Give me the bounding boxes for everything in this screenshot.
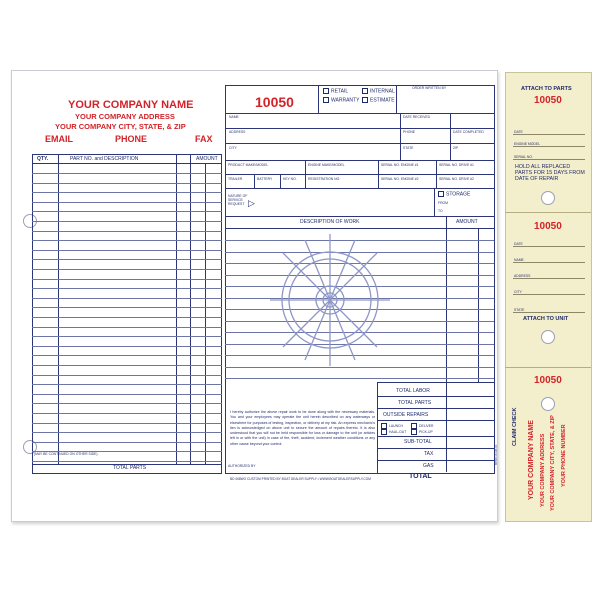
claim-check-label: CLAIM CHECK — [512, 407, 518, 446]
part-description-header: PART NO. and DESCRIPTION — [70, 156, 139, 162]
customer-state-field[interactable]: STATE — [403, 146, 414, 150]
storage-checkbox[interactable]: STORAGE — [438, 191, 470, 197]
parts-row-line — [32, 202, 222, 203]
outside-repairs-label: OUTSIDE REPAIRS — [383, 412, 429, 418]
stub-hole-3 — [541, 397, 555, 411]
serial-engine-2-field[interactable]: SERIAL NO. ENGINE #2 — [381, 177, 419, 181]
total-labor-label: TOTAL LABOR — [396, 388, 430, 394]
tax-label: TAX — [424, 451, 434, 457]
parts-row-line — [32, 173, 222, 174]
company-address: YOUR COMPANY ADDRESS — [75, 112, 175, 121]
stub-hole-1 — [541, 191, 555, 205]
work-amount-header: AMOUNT — [456, 219, 478, 225]
parts-row-line — [32, 394, 222, 395]
pick-up-checkbox[interactable]: PICK-UP — [411, 429, 433, 435]
parts-row-line — [32, 423, 222, 424]
storage-to-field[interactable]: TO — [438, 209, 443, 213]
stub-number-2: 10050 — [534, 221, 562, 232]
parts-row-line — [32, 365, 222, 366]
customer-name-field[interactable]: NAME — [229, 115, 239, 119]
engine-make-model-field[interactable]: ENGINE MAKE/MODEL — [308, 163, 345, 167]
nature-of-service-label: NATURE OF SERVICE REQUEST — [228, 194, 248, 206]
parts-row-line — [32, 327, 222, 328]
hold-parts-note: HOLD ALL REPLACED PARTS FOR 15 DAYS FROM DATE OF REPAIR — [515, 164, 585, 182]
stub-name-field[interactable]: NAME — [514, 258, 524, 262]
stub-state-field[interactable]: STATE — [514, 308, 525, 312]
parts-row-line — [32, 250, 222, 251]
parts-row-line — [32, 307, 222, 308]
form-number: 10050 — [255, 94, 294, 110]
parts-row-line — [32, 269, 222, 270]
stub-engine-model-field[interactable]: ENGINE MODEL — [514, 142, 540, 146]
launch-checkbox[interactable]: LAUNCH — [381, 423, 403, 429]
storage-from-field[interactable]: FROM — [438, 201, 448, 205]
serial-drive-2-field[interactable]: SERIAL NO. DRIVE #2 — [439, 177, 474, 181]
total-label: TOTAL — [409, 473, 432, 480]
company-phone: PHONE — [115, 134, 148, 144]
parts-row-line — [32, 432, 222, 433]
work-row-line — [225, 378, 494, 379]
stub-hole-2 — [541, 330, 555, 344]
tear-off-stub — [505, 72, 592, 522]
parts-row-line — [32, 336, 222, 337]
parts-row-line — [32, 211, 222, 212]
company-name: YOUR COMPANY NAME — [68, 99, 194, 111]
stub-address-field[interactable]: ADDRESS — [514, 274, 531, 278]
date-received-field[interactable]: DATE RECEIVED — [403, 115, 431, 119]
parts-row-line — [32, 413, 222, 414]
order-type-internal[interactable]: INTERNAL — [362, 88, 395, 94]
order-written-by-label: ORDER WRITTEN BY — [412, 86, 447, 90]
serial-drive-1-field[interactable]: SERIAL NO. DRIVE #1 — [439, 163, 474, 167]
company-email: EMAIL — [45, 134, 73, 144]
date-completed-field[interactable]: DATE COMPLETED — [453, 130, 484, 134]
gas-label: GAS — [423, 463, 434, 469]
stub-company-name: YOUR COMPANY NAME — [528, 420, 535, 500]
parts-row-line — [32, 240, 222, 241]
parts-row-line — [32, 192, 222, 193]
total-parts-footer-label: TOTAL PARTS — [113, 465, 147, 471]
stub-company-phone: YOUR PHONE NUMBER — [561, 424, 567, 487]
authorized-by-field[interactable]: AUTHORIZED BY — [228, 464, 256, 468]
ship-wheel-icon — [270, 232, 390, 368]
stub-company-address: YOUR COMPANY ADDRESS — [540, 433, 546, 507]
stub-city-field[interactable]: CITY — [514, 290, 522, 294]
parts-row-line — [32, 298, 222, 299]
deliver-checkbox[interactable]: DELIVER — [411, 423, 434, 429]
qty-header: QTY. — [37, 156, 49, 162]
stub-number-3: 10050 — [534, 375, 562, 386]
customer-city-field[interactable]: CITY — [229, 146, 237, 150]
total-parts-label: TOTAL PARTS — [398, 400, 432, 406]
trailer-field[interactable]: TRAILER — [228, 177, 243, 181]
parts-row-line — [32, 288, 222, 289]
stub-date-field[interactable]: DATE — [514, 130, 523, 134]
attach-to-unit-label: ATTACH TO UNIT — [523, 316, 569, 322]
printer-footer: BD 068WO CUSTOM PRINTED BY BOAT DEALER SUPPLY • WWW.BOATDEALERSUPPLY.COM — [230, 477, 371, 481]
arrow-right-icon: ▷ — [248, 198, 255, 208]
parts-row-line — [32, 355, 222, 356]
parts-row-line — [32, 461, 222, 462]
subtotal-label: SUB-TOTAL — [404, 439, 432, 445]
attach-to-parts-label: ATTACH TO PARTS — [521, 86, 572, 92]
stub-company-city: YOUR COMPANY CITY, STATE, & ZIP — [550, 415, 556, 511]
form-code: BPRO-0338-01 — [494, 444, 498, 465]
parts-row-line — [32, 384, 222, 385]
haul-out-checkbox[interactable]: HAUL-OUT — [381, 429, 406, 435]
parts-row-line — [32, 231, 222, 232]
parts-row-line — [32, 279, 222, 280]
parts-row-line — [32, 375, 222, 376]
customer-phone-field[interactable]: PHONE — [403, 130, 416, 134]
description-of-work-header: DESCRIPTION OF WORK — [300, 219, 360, 225]
parts-row-line — [32, 259, 222, 260]
continued-note: (MAY BE CONTINUED ON OTHER SIDE) — [34, 452, 98, 456]
parts-row-line — [32, 183, 222, 184]
authorization-text: I hereby authorize the above repair work to be done along with the necessary materials. You and your employees may operate the unit herein described on any waterways or elsewhere for purposes of testing, inspection, or delivery at my risk. An express mechanic's lien is acknowledged on above unit to secure the amount of repairs thereto. It is also understood that you will not be held responsible for loss or damage to the unit (or articles left in or with the unit) in case of fire, theft, accident, inclement weather conditions or any other cause beyond your control. — [230, 410, 375, 446]
customer-address-field[interactable]: ADDRESS — [229, 130, 246, 134]
parts-row-line — [32, 317, 222, 318]
amount-header: AMOUNT — [196, 156, 218, 162]
order-type-warranty[interactable]: WARRANTY — [323, 97, 359, 103]
registration-field[interactable]: REGISTRATION NO. — [308, 177, 341, 181]
serial-engine-1-field[interactable]: SERIAL NO. ENGINE #1 — [381, 163, 419, 167]
order-type-retail[interactable]: RETAIL — [323, 88, 348, 94]
order-type-estimate[interactable]: ESTIMATE — [362, 97, 395, 103]
product-make-model-field[interactable]: PRODUCT MAKE/MODEL — [228, 163, 269, 167]
parts-row-line — [32, 346, 222, 347]
parts-row-line — [32, 442, 222, 443]
stub-number-1: 10050 — [534, 95, 562, 106]
stub-date2-field[interactable]: DATE — [514, 242, 523, 246]
stub-serial-no-field[interactable]: SERIAL NO. — [514, 155, 533, 159]
battery-field[interactable]: BATTERY — [257, 177, 273, 181]
company-fax: FAX — [195, 134, 213, 144]
key-no-field[interactable]: KEY NO. — [283, 177, 297, 181]
parts-row-line — [32, 403, 222, 404]
customer-zip-field[interactable]: ZIP — [453, 146, 459, 150]
parts-row-line — [32, 221, 222, 222]
company-city-state-zip: YOUR COMPANY CITY, STATE, & ZIP — [55, 122, 186, 131]
